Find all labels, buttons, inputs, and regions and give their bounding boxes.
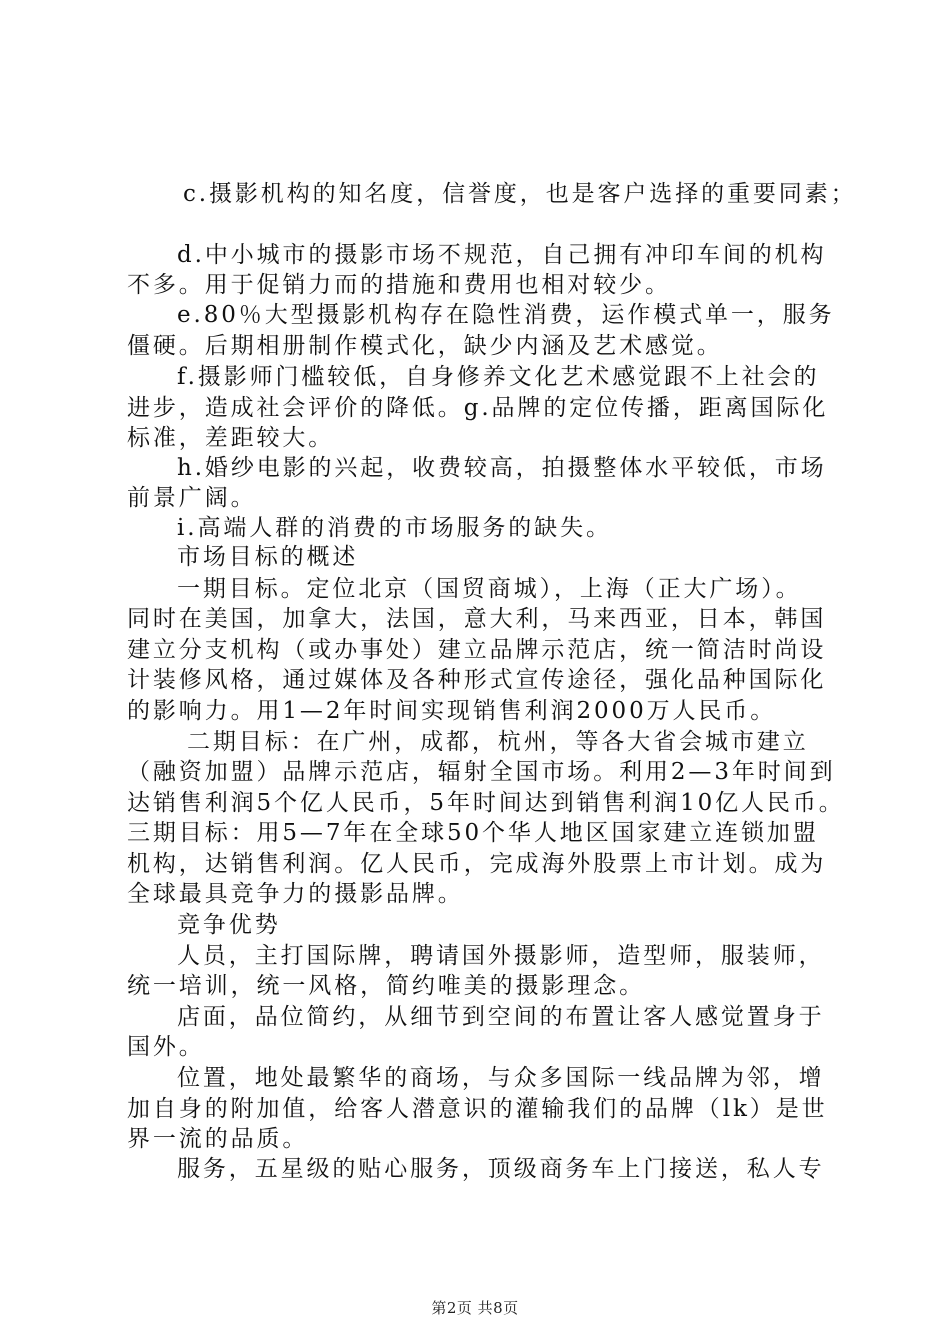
paragraph-line: 二期目标：在广州，成都，杭州，等各大省会城市建立 — [187, 729, 809, 755]
paragraph-line: 店面，品位简约，从细节到空间的布置让客人感觉置身于 — [177, 1004, 825, 1030]
paragraph-line: 人员，主打国际牌，聘请国外摄影师，造型师，服装师， — [177, 943, 825, 969]
paragraph-line: h.婚纱电影的兴起，收费较高，拍摄整体水平较低，市场 — [177, 455, 827, 481]
paragraph-line: 服务，五星级的贴心服务，顶级商务车上门接送，私人专 — [177, 1156, 825, 1182]
paragraph-line: e.80％大型摄影机构存在隐性消费，运作模式单一，服务 — [177, 302, 835, 328]
paragraph-line: 标准，差距较大。 — [127, 425, 335, 451]
section-heading: 竞争优势 — [177, 912, 281, 938]
paragraph-line: 僵硬。后期相册制作模式化，缺少内涵及艺术感觉。 — [127, 333, 723, 359]
paragraph-line: 全球最具竞争力的摄影品牌。 — [127, 881, 464, 907]
paragraph-line: 加自身的附加值，给客人潜意识的灌输我们的品牌（lk）是世 — [127, 1096, 828, 1122]
paragraph-line: 进步，造成社会评价的降低。g.品牌的定位传播，距离国际化 — [127, 395, 829, 421]
paragraph-line: c.摄影机构的知名度，信誉度，也是客户选择的重要同素； — [183, 181, 857, 207]
paragraph-line: 计装修风格，通过媒体及各种形式宣传途径，强化品种国际化 — [127, 667, 827, 693]
paragraph-line: 前景广阔。 — [127, 485, 257, 511]
paragraph-line: 位置，地处最繁华的商场，与众多国际一线品牌为邻，增 — [177, 1065, 825, 1091]
paragraph-line: 界一流的品质。 — [127, 1126, 309, 1152]
section-heading: 市场目标的概述 — [177, 544, 359, 570]
paragraph-line: 统一培训，统一风格，简约唯美的摄影理念。 — [127, 973, 645, 999]
paragraph-line: 建立分支机构（或办事处）建立品牌示范店，统一简洁时尚设 — [127, 637, 827, 663]
paragraph-line: 一期目标。定位北京（国贸商城），上海（正大广场）。 — [177, 576, 802, 602]
paragraph-line: 达销售利润5个亿人民币，5年时间达到销售利润10亿人民币。 — [127, 790, 845, 816]
paragraph-line: 不多。用于促销力而的措施和费用也相对较少。 — [127, 272, 671, 298]
paragraph-line: 的影响力。用1—2年时间实现销售利润2000万人民币。 — [127, 698, 777, 724]
paragraph-line: i.高端人群的消费的市场服务的缺失。 — [177, 515, 612, 541]
paragraph-line: （融资加盟）品牌示范店，辐射全国市场。利用2—3年时间到 — [127, 759, 836, 785]
paragraph-line: 国外。 — [127, 1034, 205, 1060]
page-number-footer: 第2页 共8页 — [431, 1299, 519, 1317]
paragraph-line: 同时在美国，加拿大，法国，意大利，马来西亚，日本，韩国 — [127, 606, 827, 632]
paragraph-line: f.摄影师门槛较低，自身修养文化艺术感觉跟不上社会的 — [177, 364, 820, 390]
paragraph-line: d.中小城市的摄影市场不规范，自己拥有冲印车间的机构 — [177, 242, 827, 268]
paragraph-line: 机构，达销售利润。亿人民币，完成海外股票上市计划。成为 — [127, 851, 827, 877]
paragraph-line: 三期目标：用5—7年在全球50个华人地区国家建立连锁加盟 — [127, 820, 819, 846]
